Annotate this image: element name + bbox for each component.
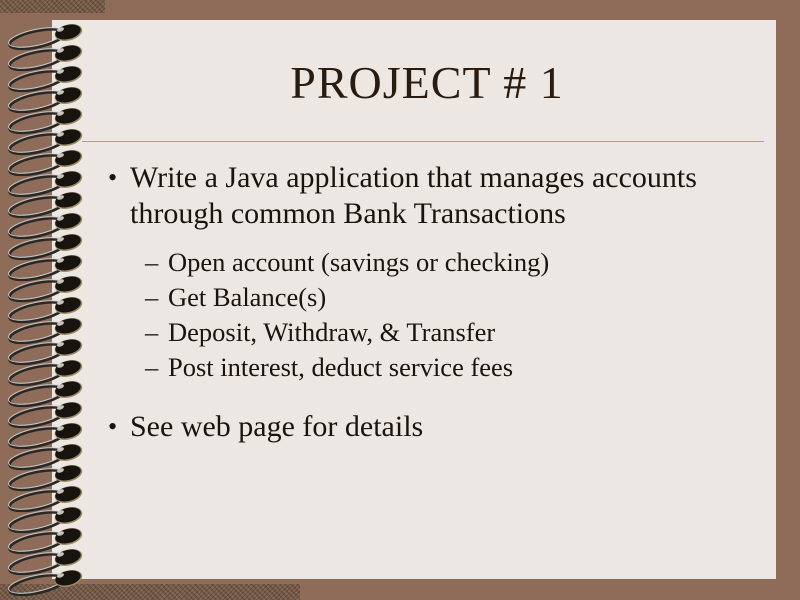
dash-marker: – <box>145 352 159 382</box>
slide-body <box>108 160 748 445</box>
title-divider-line <box>82 141 764 142</box>
bullet-list <box>108 160 748 445</box>
bullet-text: Write a Java application that manages accounts through common Bank Transactions <box>130 161 697 230</box>
sub-bullet-list <box>145 245 748 385</box>
sub-bullet-item <box>145 245 748 280</box>
sub-bullet-item <box>145 315 748 350</box>
sub-bullet-item <box>145 280 748 315</box>
sub-bullet-text: Get Balance(s) <box>168 282 327 312</box>
bullet-item <box>108 409 748 445</box>
sub-bullet-item <box>145 350 748 385</box>
bullet-item <box>108 160 748 232</box>
slide-title: PROJECT # 1 <box>290 57 564 108</box>
dash-marker: – <box>145 282 159 312</box>
sub-bullet-text: Post interest, deduct service fees <box>168 352 514 382</box>
bullet-marker: • <box>108 163 118 192</box>
bullet-marker: • <box>108 412 118 441</box>
dash-marker: – <box>145 247 159 277</box>
bullet-text: See web page for details <box>130 410 424 443</box>
sub-bullet-text: Deposit, Withdraw, & Transfer <box>168 317 496 347</box>
dash-marker: – <box>145 317 159 347</box>
sub-bullet-text: Open account (savings or checking) <box>168 247 550 277</box>
